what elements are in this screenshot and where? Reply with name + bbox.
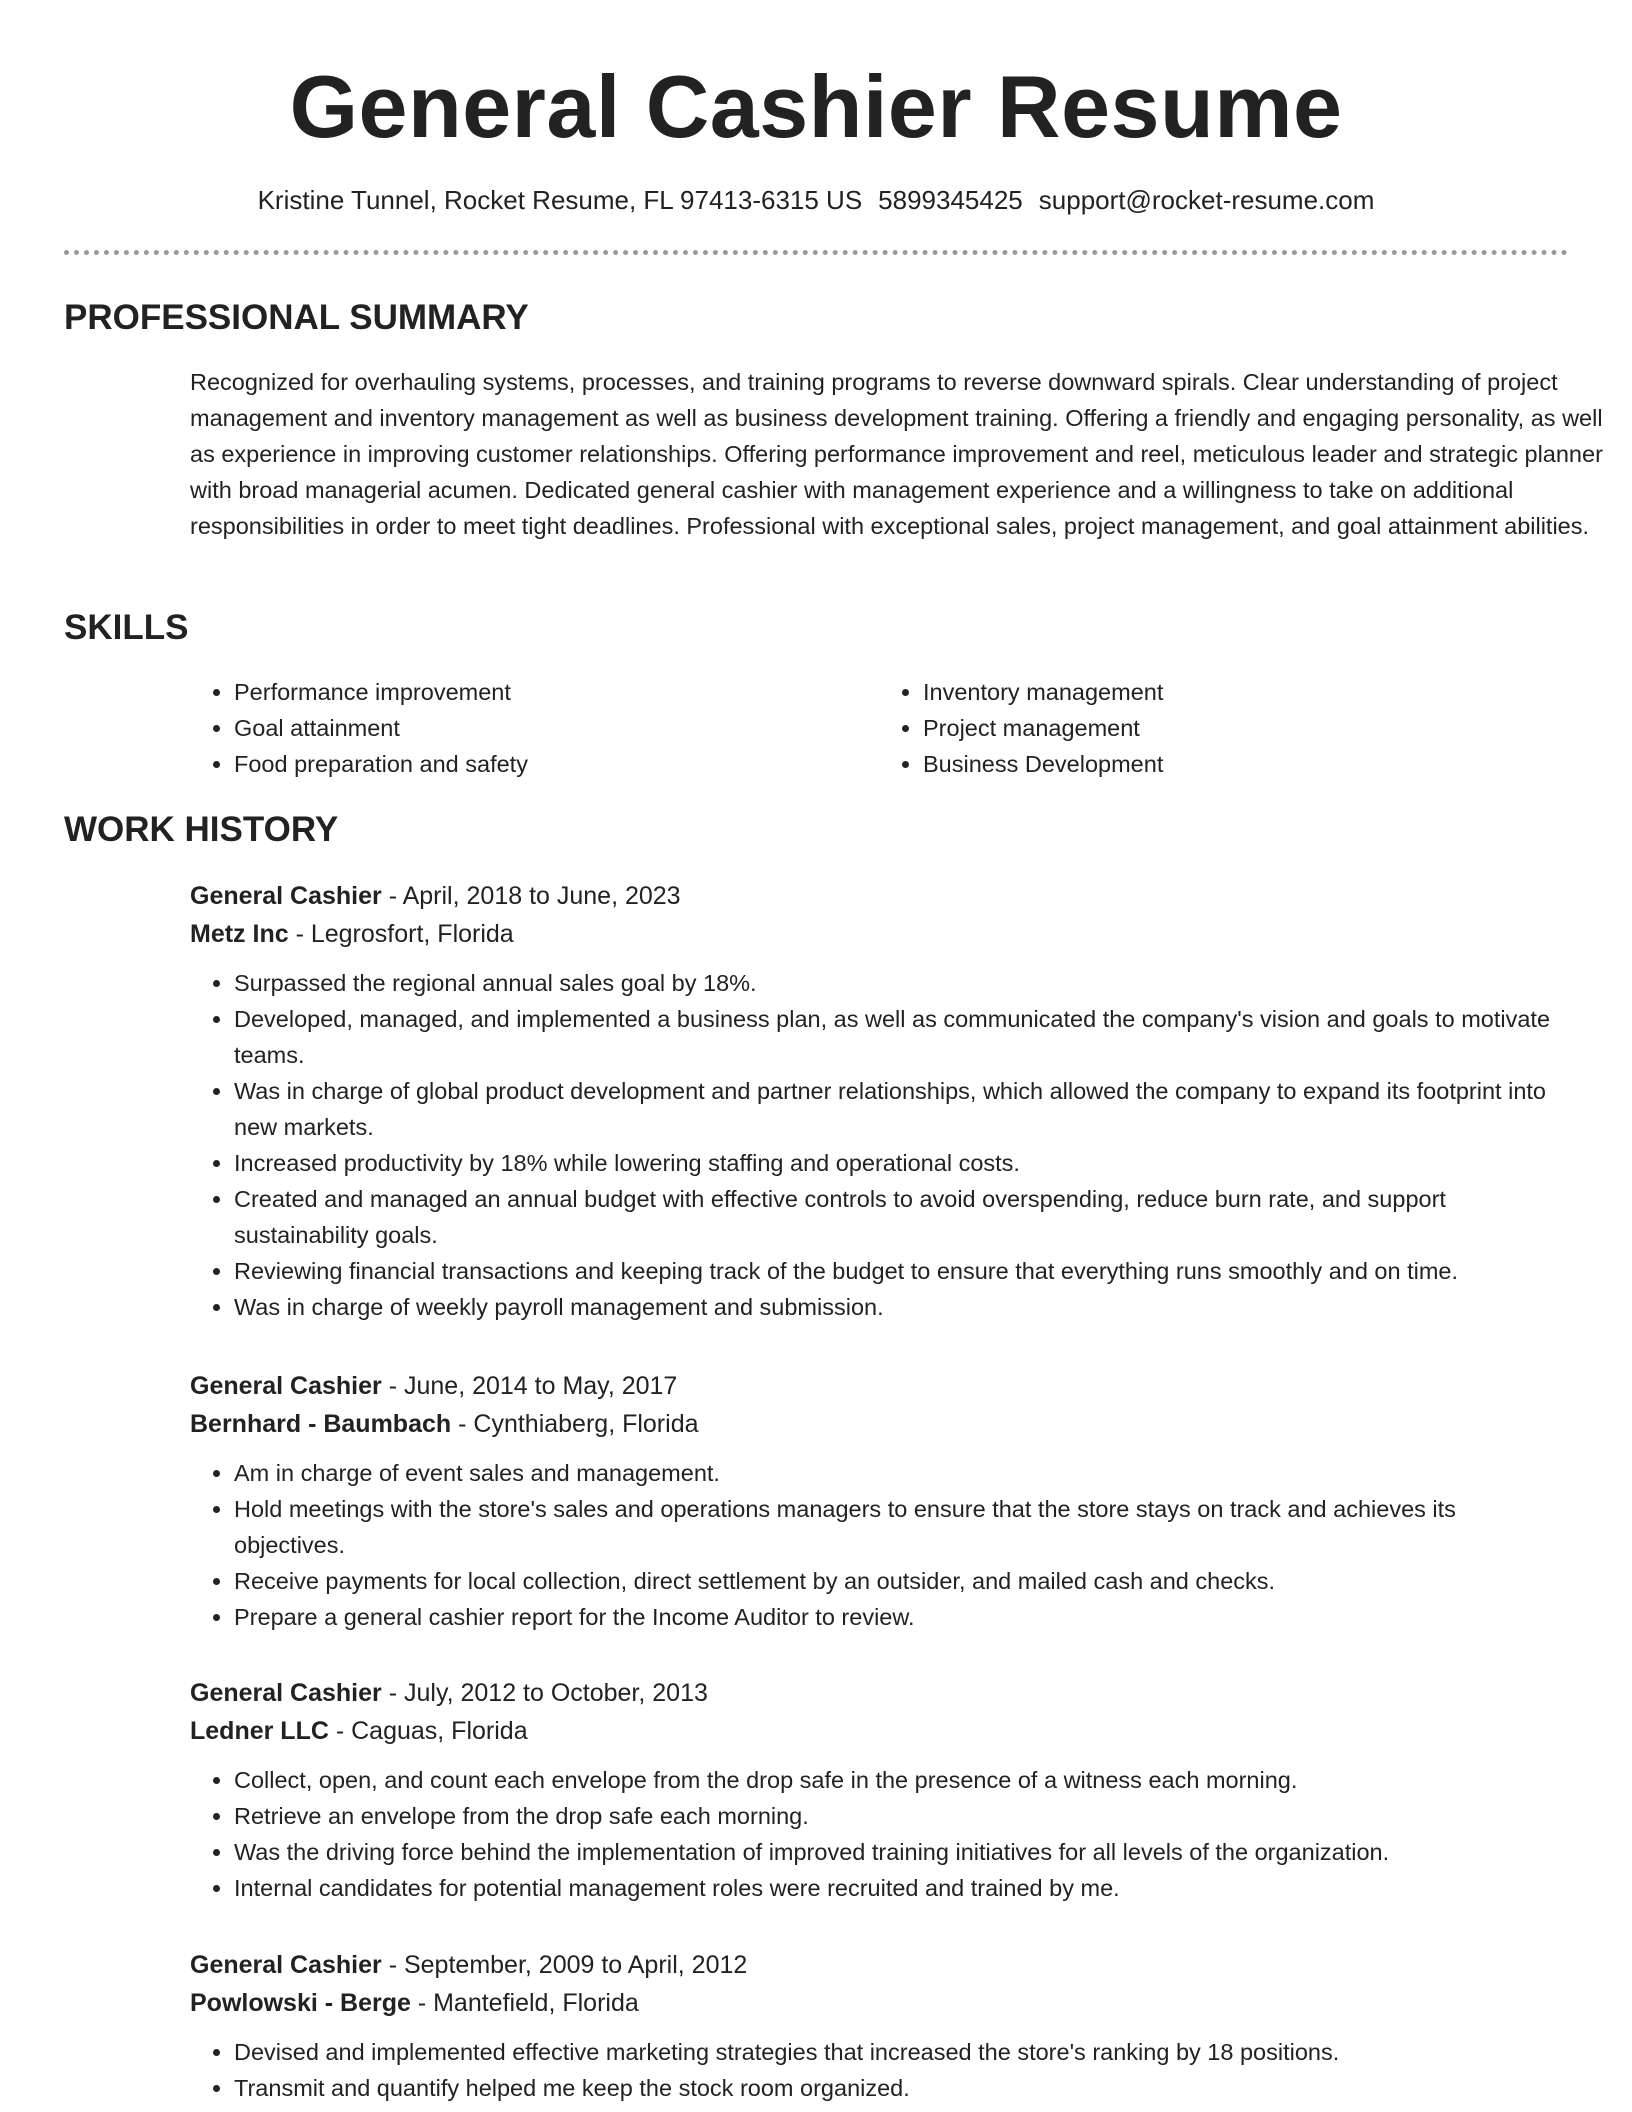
job-location: - Cynthiaberg, Florida (451, 1410, 699, 1438)
job-dates: - July, 2012 to October, 2013 (381, 1679, 708, 1707)
skill-item: • Inventory management (923, 674, 1568, 710)
job-title: General Cashier (190, 882, 382, 910)
job-bullet: • Created and managed an annual budget with effective controls to avoid overspending, reduce burn rate, and support sustainability goals. (234, 1181, 1570, 1253)
job-entry (190, 877, 1570, 1325)
job-title-line (190, 1674, 1570, 1712)
job-dates: - April, 2018 to June, 2023 (381, 882, 681, 910)
job-bullet: • Reviewing financial transactions and keeping track of the budget to ensure that everything runs smoothly and on time. (234, 1253, 1570, 1289)
job-bullet: • Was the driving force behind the implementation of improved training initiatives for all levels of the organization. (234, 1834, 1570, 1870)
job-bullet: • Was in charge of weekly payroll management and submission. (234, 1289, 1570, 1325)
job-company: Powlowski - Berge (190, 1989, 411, 2017)
job-location: - Mantefield, Florida (410, 1989, 639, 2017)
job-bullet: • Am in charge of event sales and management. (234, 1455, 1570, 1491)
job-location: - Legrosfort, Florida (288, 920, 514, 948)
job-bullet: • Was in charge of global product development and partner relationships, which allowed the company to expand its footprint into new markets. (234, 1073, 1570, 1145)
contact-email: support@rocket-resume.com (1038, 185, 1375, 215)
job-company-line (190, 1984, 1570, 2022)
job-bullet: • Devised and implemented effective marketing strategies that increased the store's ranking by 18 positions. (234, 2034, 1570, 2070)
job-title: General Cashier (190, 1679, 382, 1707)
contact-address: Kristine Tunnel, Rocket Resume, FL 97413-6315 US (257, 185, 863, 215)
job-bullet: • Prepare a general cashier report for the Income Auditor to review. (234, 1599, 1570, 1635)
work-history-heading: WORK HISTORY (64, 810, 339, 849)
job-title: General Cashier (190, 1372, 382, 1400)
job-bullet: • Internal candidates for potential management roles were recruited and trained by me. (234, 1870, 1570, 1906)
job-location: - Caguas, Florida (328, 1717, 528, 1745)
job-entry (190, 1946, 1570, 2106)
skills-column-left (190, 674, 879, 782)
skills-heading: SKILLS (64, 608, 189, 647)
job-dates: - June, 2014 to May, 2017 (381, 1372, 678, 1400)
job-bullet: • Receive payments for local collection, direct settlement by an outsider, and mailed cash and checks. (234, 1563, 1570, 1599)
skill-item: • Project management (923, 710, 1568, 746)
job-title-line (190, 877, 1570, 915)
skills-list (190, 674, 1568, 782)
job-title: General Cashier (190, 1951, 382, 1979)
job-company-line (190, 1405, 1570, 1443)
header-divider (64, 250, 1568, 255)
job-company-line (190, 1712, 1570, 1750)
job-bullets (190, 965, 1570, 1325)
job-bullet: • Collect, open, and count each envelope from the drop safe in the presence of a witness each morning. (234, 1762, 1570, 1798)
contact-line (64, 180, 1568, 220)
skill-item: • Business Development (923, 746, 1568, 782)
job-bullets (190, 1455, 1570, 1635)
skills-column-right (879, 674, 1568, 782)
job-company: Bernhard - Baumbach (190, 1410, 452, 1438)
job-title-line (190, 1946, 1570, 1984)
contact-phone: 5899345425 (878, 185, 1023, 215)
skill-item: • Goal attainment (234, 710, 879, 746)
job-entry (190, 1674, 1570, 1906)
job-bullet: • Increased productivity by 18% while lowering staffing and operational costs. (234, 1145, 1570, 1181)
summary-text: Recognized for overhauling systems, processes, and training programs to reverse downward spirals. Clear understanding of project management and inventory management as well as business development training. Offering a friendly and engaging personality, as well as experience in improving customer relationships. Offering performance improvement and reel, meticulous leader and strategic planner with broad managerial acumen. Dedicated general cashier with management experience and a willingness to take on additional responsibilities in order to meet tight deadlines. Professional with exceptional sales, project management, and goal attainment abilities. (190, 369, 1603, 539)
job-company: Metz Inc (190, 920, 289, 948)
skill-item: • Performance improvement (234, 674, 879, 710)
summary-heading: PROFESSIONAL SUMMARY (64, 298, 529, 337)
job-title-line (190, 1367, 1570, 1405)
skill-item: • Food preparation and safety (234, 746, 879, 782)
job-bullet: • Surpassed the regional annual sales goal by 18%. (234, 965, 1570, 1001)
job-bullets (190, 1762, 1570, 1906)
job-bullets (190, 2034, 1570, 2106)
job-dates: - September, 2009 to April, 2012 (381, 1951, 748, 1979)
job-bullet: • Retrieve an envelope from the drop safe each morning. (234, 1798, 1570, 1834)
job-company: Ledner LLC (190, 1717, 329, 1745)
job-entry (190, 1367, 1570, 1635)
resume-title: General Cashier Resume (289, 57, 1343, 156)
job-bullet: • Transmit and quantify helped me keep the stock room organized. (234, 2070, 1570, 2106)
job-bullet: • Developed, managed, and implemented a business plan, as well as communicated the company's vision and goals to motivate teams. (234, 1001, 1570, 1073)
job-company-line (190, 915, 1570, 953)
job-bullet: • Hold meetings with the store's sales and operations managers to ensure that the store stays on track and achieves its objectives. (234, 1491, 1570, 1563)
